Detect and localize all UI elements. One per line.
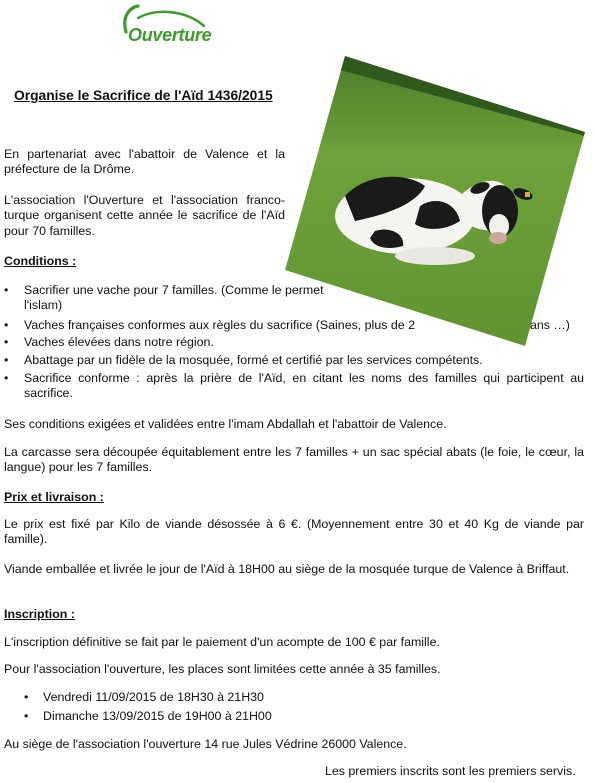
bullet-icon: •	[24, 709, 29, 723]
pricing-price: Le prix est fixé par Kilo de viande désossée à 6 €. (Moyennement entre 30 et 40 Kg de viande par famille).	[4, 517, 584, 547]
dates-list	[0, 690, 595, 730]
conditions-validated: Ses conditions exigées et validées entre l'imam Abdallah et l'abattoir de Valence.	[4, 417, 447, 431]
bullet-icon: •	[24, 690, 29, 704]
inscription-limit: Pour l'association l'ouverture, les places sont limitées cette année à 35 familles.	[4, 662, 441, 676]
condition-item: Abattage par un fidèle de la mosquée, formé et certifié par les services compétents.	[24, 353, 483, 367]
condition-item: Vaches françaises conformes aux règles du sacrifice (Saines, plus de 2	[24, 318, 415, 332]
bullet-icon: •	[4, 283, 9, 297]
intro-partnership: En partenariat avec l'abattoir de Valence et la préfecture de la Drôme.	[4, 147, 285, 177]
page-title: Organise le Sacrifice de l'Aïd 1436/2015	[14, 88, 273, 103]
ouverture-logo	[116, 4, 211, 54]
bullet-icon: •	[4, 371, 9, 385]
condition-item: Sacrifier une vache pour 7 familles. (Comme le permet l'islam)	[24, 283, 324, 313]
inscription-address: Au siège de l'association l'ouverture 14 rue Jules Védrine 26000 Valence.	[4, 737, 407, 751]
condition-item: Sacrifice conforme : après la prière de l'Aïd, en citant les noms des familles qui participent au sacrifice.	[24, 371, 584, 401]
logo-text: Ouverture	[128, 25, 212, 45]
date-item: Vendredi 11/09/2015 de 18H30 à 21H30	[43, 690, 264, 704]
conditions-heading: Conditions :	[4, 254, 77, 268]
conditions-list	[0, 283, 595, 403]
bullet-icon: •	[4, 335, 9, 349]
bullet-icon: •	[4, 318, 9, 332]
pricing-delivery: Viande emballée et livrée le jour de l'Aïd à 18H00 au siège de la mosquée turque de Valence à Briffaut.	[4, 562, 570, 576]
pricing-heading: Prix et livraison :	[4, 490, 104, 504]
condition-item: Vaches élevées dans notre région.	[24, 335, 214, 349]
condition-item-suffix: ans …)	[530, 318, 570, 332]
carcass-distribution: La carcasse sera découpée équitablement entre les 7 familles + un sac spécial abats (le foie, le cœur, la langue) pour les 7 familles.	[4, 445, 584, 475]
date-item: Dimanche 13/09/2015 de 19H00 à 21H00	[43, 709, 272, 723]
intro-associations: L'association l'Ouverture et l'association franco-turque organisent cette année le sacrifice de l'Aïd pour 70 familles.	[4, 193, 285, 238]
inscription-heading: Inscription :	[4, 607, 75, 621]
closing-note: Les premiers inscrits sont les premiers servis.	[325, 764, 576, 778]
inscription-deposit: L'inscription définitive se fait par le paiement d'un acompte de 100 € par famille.	[4, 635, 440, 649]
bullet-icon: •	[4, 353, 9, 367]
